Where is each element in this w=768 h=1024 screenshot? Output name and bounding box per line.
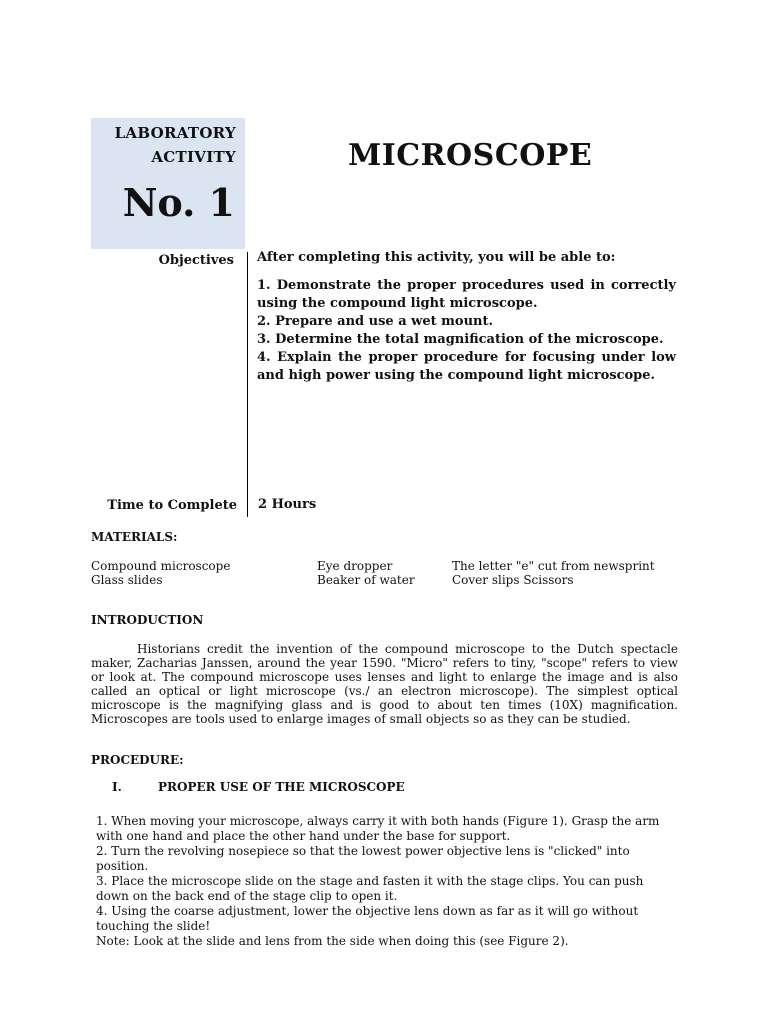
divider-line (247, 252, 248, 517)
page-title: MICROSCOPE (348, 138, 593, 173)
lab-label-line2: ACTIVITY (151, 148, 236, 166)
lab-activity-box (91, 118, 245, 249)
material-item: Beaker of water (317, 573, 415, 587)
objectives-label: Objectives (158, 253, 234, 268)
introduction-paragraph: Historians credit the invention of the compound microscope to the Dutch spectacle maker, Zacharias Janssen, around the year 1590. "Micro" refers to tiny, "scope" refers to view or look at. The compound microscope uses lenses and light to enlarge the image and is also called an optical or light microscope (vs./ an electron microscope). The simplest optical microscope is the magnifying glass and is good to about ten times (10X) magnification. Microscopes are tools used to enlarge images of small objects so as they can be studied. (91, 642, 678, 726)
introduction-heading: INTRODUCTION (91, 613, 204, 627)
lab-label-line1: LABORATORY (114, 124, 236, 142)
section-title: PROPER USE OF THE MICROSCOPE (158, 780, 405, 794)
objectives-list (257, 277, 676, 385)
procedure-steps (96, 814, 676, 949)
material-item: Cover slips Scissors (452, 573, 574, 587)
section-numeral: I. (112, 780, 122, 794)
material-item: Glass slides (91, 573, 163, 587)
procedure-step: Note: Look at the slide and lens from the side when doing this (see Figure 2). (96, 934, 569, 948)
objective-item: 3. Determine the total magnification of the microscope. (257, 332, 664, 347)
procedure-step: 3. Place the microscope slide on the stage and fasten it with the stage clips. You can push down on the back end of the stage clip to open it. (96, 874, 644, 903)
material-item: Eye dropper (317, 559, 393, 573)
time-label: Time to Complete (107, 498, 237, 513)
objective-item: 2. Prepare and use a wet mount. (257, 314, 494, 329)
materials-col2 (317, 559, 415, 587)
procedure-step: 4. Using the coarse adjustment, lower the objective lens down as far as it will go without touching the slide! (96, 904, 639, 933)
material-item: Compound microscope (91, 559, 231, 573)
procedure-heading: PROCEDURE: (91, 753, 184, 767)
objective-item: 1. Demonstrate the proper procedures used in correctly using the compound light microscope. (257, 278, 676, 311)
objectives-intro: After completing this activity, you will be able to: (257, 250, 616, 265)
objective-item: 4. Explain the proper procedure for focusing under low and high power using the compound light microscope. (257, 350, 676, 383)
procedure-step: 2. Turn the revolving nosepiece so that the lowest power objective lens is "clicked" into position. (96, 844, 630, 873)
time-value: 2 Hours (258, 497, 317, 512)
materials-col3 (452, 559, 655, 587)
materials-col1 (91, 559, 230, 587)
procedure-step: 1. When moving your microscope, always carry it with both hands (Figure 1). Grasp the arm with one hand and place the other hand under the base for support. (96, 814, 660, 843)
lab-number: No. 1 (122, 180, 235, 225)
material-item: The letter "e" cut from newsprint (452, 559, 655, 573)
materials-heading: MATERIALS: (91, 530, 178, 544)
